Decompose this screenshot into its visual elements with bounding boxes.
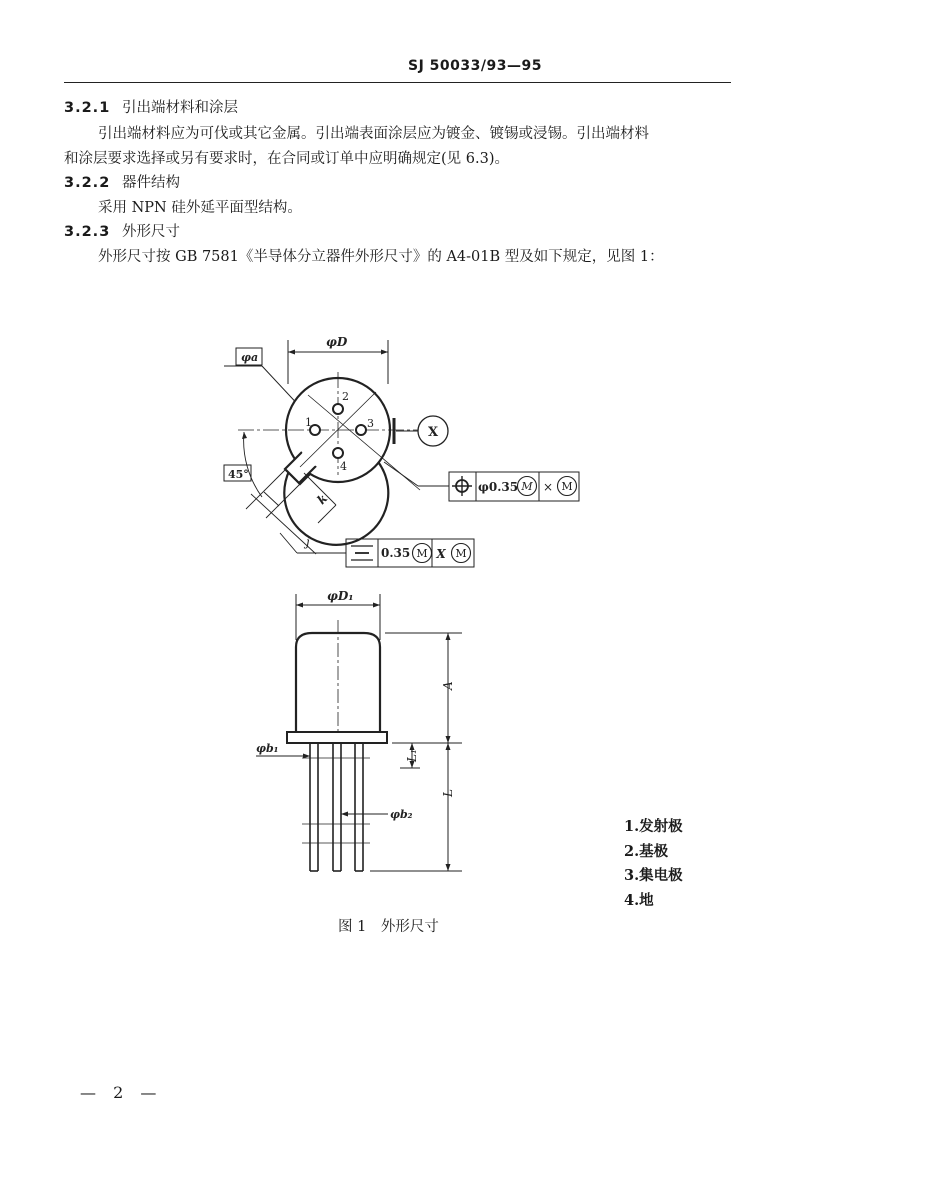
fcf1-separator: × bbox=[542, 480, 554, 494]
section-title: 器件结构 bbox=[122, 175, 180, 191]
dim-phi-b1-label: φb₁ bbox=[256, 742, 279, 755]
fcf1-tolerance: φ0.35 bbox=[478, 480, 519, 494]
pin-3-label: 3 bbox=[367, 417, 374, 430]
section-3-2-1-para-line2: 和涂层要求选择或另有要求时，在合同或订单中应明确规定(见 6.3)。 bbox=[64, 151, 509, 167]
dim-phi-d1-label: φD₁ bbox=[327, 589, 354, 603]
legend-item-emitter: 1.发射极 bbox=[624, 818, 683, 835]
dim-phi-b2-label: φb₂ bbox=[390, 808, 413, 821]
dim-phi-a-label: φa bbox=[241, 351, 259, 364]
top-view bbox=[224, 335, 579, 567]
dim-phi-d-label: φD bbox=[326, 335, 348, 349]
fcf2-datum: X bbox=[436, 547, 446, 561]
section-title: 引出端材料和涂层 bbox=[122, 100, 238, 116]
figure-caption: 图 1 外形尺寸 bbox=[338, 919, 439, 935]
section-3-2-2-para: 采用 NPN 硅外延平面型结构。 bbox=[98, 200, 302, 216]
fcf2-modifier-1: M bbox=[416, 547, 428, 560]
fcf2-modifier-2: M bbox=[455, 547, 467, 560]
side-view bbox=[256, 589, 462, 871]
datum-x-label: X bbox=[427, 425, 439, 440]
section-3-2-3-para: 外形尺寸按 GB 7581《半导体分立器件外形尺寸》的 A4-01B 型及如下规定，见图 1： bbox=[98, 249, 664, 265]
legend-item-collector: 3.集电极 bbox=[624, 867, 683, 884]
pin-4-label: 4 bbox=[340, 460, 347, 473]
section-3-2-1-para-line1: 引出端材料应为可伐或其它金属。引出端表面涂层应为镀金、镀锡或浸锡。引出端材料 bbox=[98, 126, 649, 142]
fcf1-modifier-2: M bbox=[561, 480, 573, 493]
page-number: — 2 — bbox=[80, 1083, 163, 1102]
section-number: 3.2.1 bbox=[64, 100, 111, 116]
pin-2-label: 2 bbox=[342, 390, 349, 403]
angle-45-label: 45° bbox=[228, 468, 249, 481]
standard-code-header: SJ 50033/93—95 bbox=[408, 58, 542, 74]
dim-j-label: j bbox=[306, 535, 310, 549]
section-number: 3.2.2 bbox=[64, 175, 111, 191]
dim-k-label: k bbox=[314, 491, 331, 508]
fcf1-modifier-1: M bbox=[521, 480, 533, 493]
dim-a-label: A bbox=[441, 681, 455, 690]
section-number: 3.2.3 bbox=[64, 224, 111, 240]
section-title: 外形尺寸 bbox=[122, 224, 180, 240]
legend-item-ground: 4.地 bbox=[624, 892, 654, 909]
fcf2-tolerance: 0.35 bbox=[381, 546, 411, 560]
dim-l1-label: L₁ bbox=[405, 749, 419, 762]
pin-1-label: 1 bbox=[305, 416, 312, 429]
dim-l-label: L bbox=[441, 789, 455, 797]
legend-item-base: 2.基极 bbox=[624, 843, 669, 860]
